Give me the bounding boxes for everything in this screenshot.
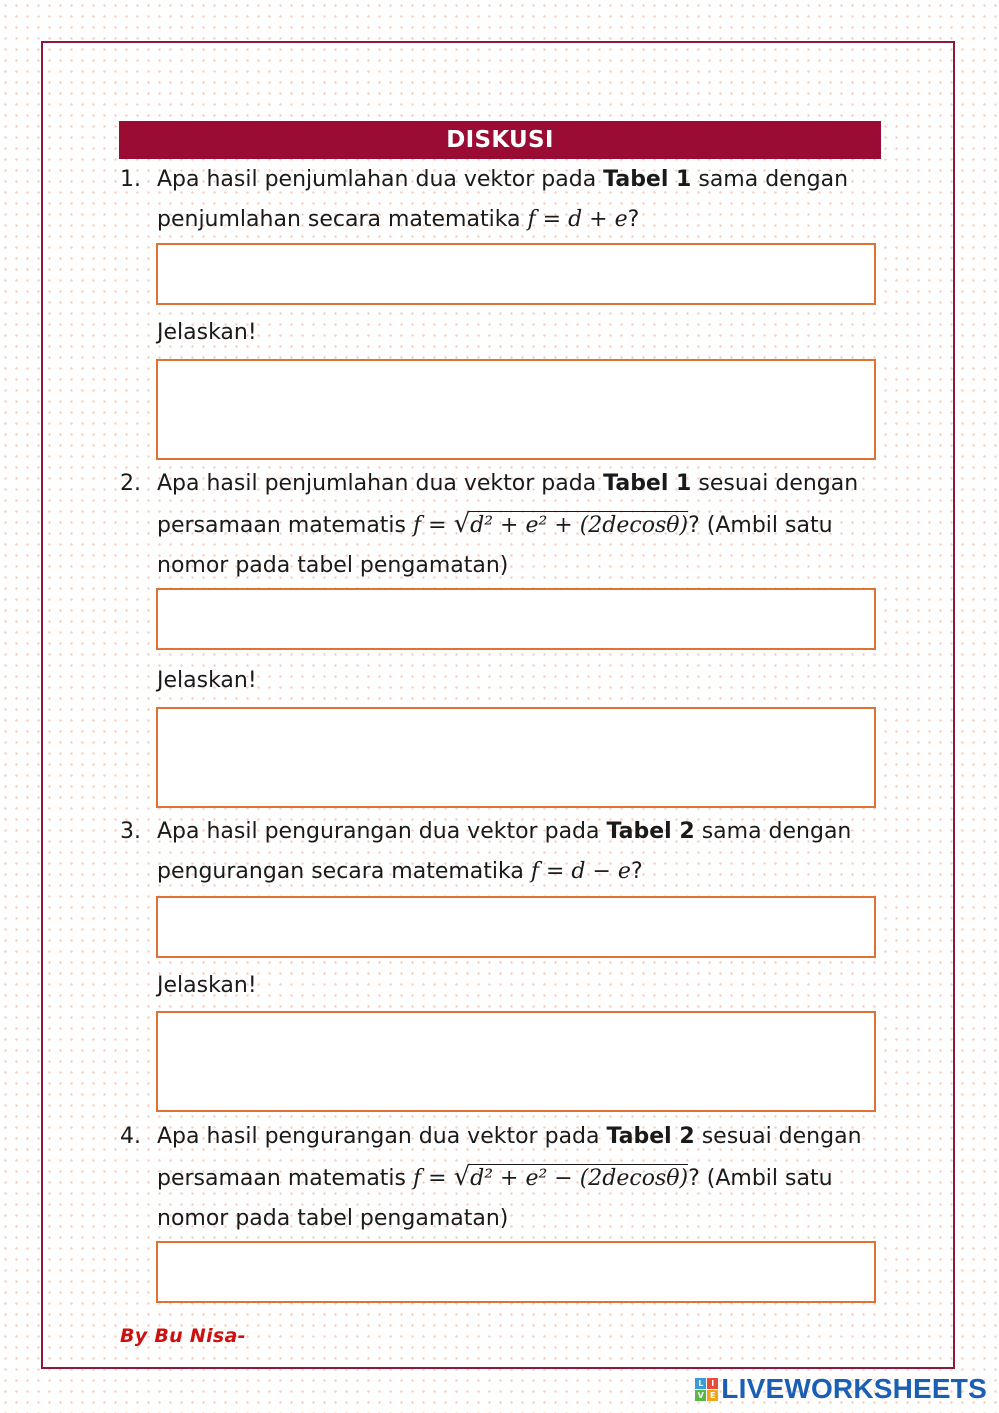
question-4-number: 4. xyxy=(120,1124,141,1149)
answer-box-4[interactable] xyxy=(156,1241,876,1303)
explain-box-2[interactable] xyxy=(156,707,876,808)
formula-3: f = d − e xyxy=(530,859,631,884)
explain-box-1[interactable] xyxy=(156,359,876,460)
question-2-text: Apa hasil penjumlahan dua vektor pada Tabel 1 sesuai dengan persamaan matematis f = √d² + e² + (2decosθ)? (Ambil satu nomor pada tabel pengamatan) xyxy=(157,471,859,578)
formula-4: f = √d² + e² − (2decosθ) xyxy=(413,1162,689,1192)
explain-label-2: Jelaskan! xyxy=(157,668,257,693)
answer-box-2[interactable] xyxy=(156,588,876,650)
brand-name: LIVEWORKSHEETS xyxy=(721,1373,987,1404)
question-4-text: Apa hasil pengurangan dua vektor pada Tabel 2 sesuai dengan persamaan matematis f = √d² + e² − (2decosθ)? (Ambil satu nomor pada tabel pengamatan) xyxy=(157,1124,862,1231)
question-2-number: 2. xyxy=(120,471,141,496)
section-title: DISKUSI xyxy=(119,121,881,159)
question-3-number: 3. xyxy=(120,819,141,844)
formula-1: f = d + e xyxy=(527,207,628,232)
explain-label-1: Jelaskan! xyxy=(157,320,257,345)
question-3-text: Apa hasil pengurangan dua vektor pada Tabel 2 sama dengan pengurangan secara matematika f = d − e? xyxy=(157,819,852,884)
formula-2: f = √d² + e² + (2decosθ) xyxy=(413,509,689,539)
answer-box-1[interactable] xyxy=(156,243,876,305)
question-1-text: Apa hasil penjumlahan dua vektor pada Tabel 1 sama dengan penjumlahan secara matematika f = d + e? xyxy=(157,167,849,232)
answer-box-3[interactable] xyxy=(156,896,876,958)
question-1-number: 1. xyxy=(120,167,141,192)
explain-box-3[interactable] xyxy=(156,1011,876,1112)
liveworksheets-brand[interactable] xyxy=(695,1374,987,1404)
explain-label-3: Jelaskan! xyxy=(157,973,257,998)
liveworksheets-logo-icon: L I V E xyxy=(695,1378,718,1401)
author-credit: By Bu Nisa- xyxy=(120,1325,246,1347)
